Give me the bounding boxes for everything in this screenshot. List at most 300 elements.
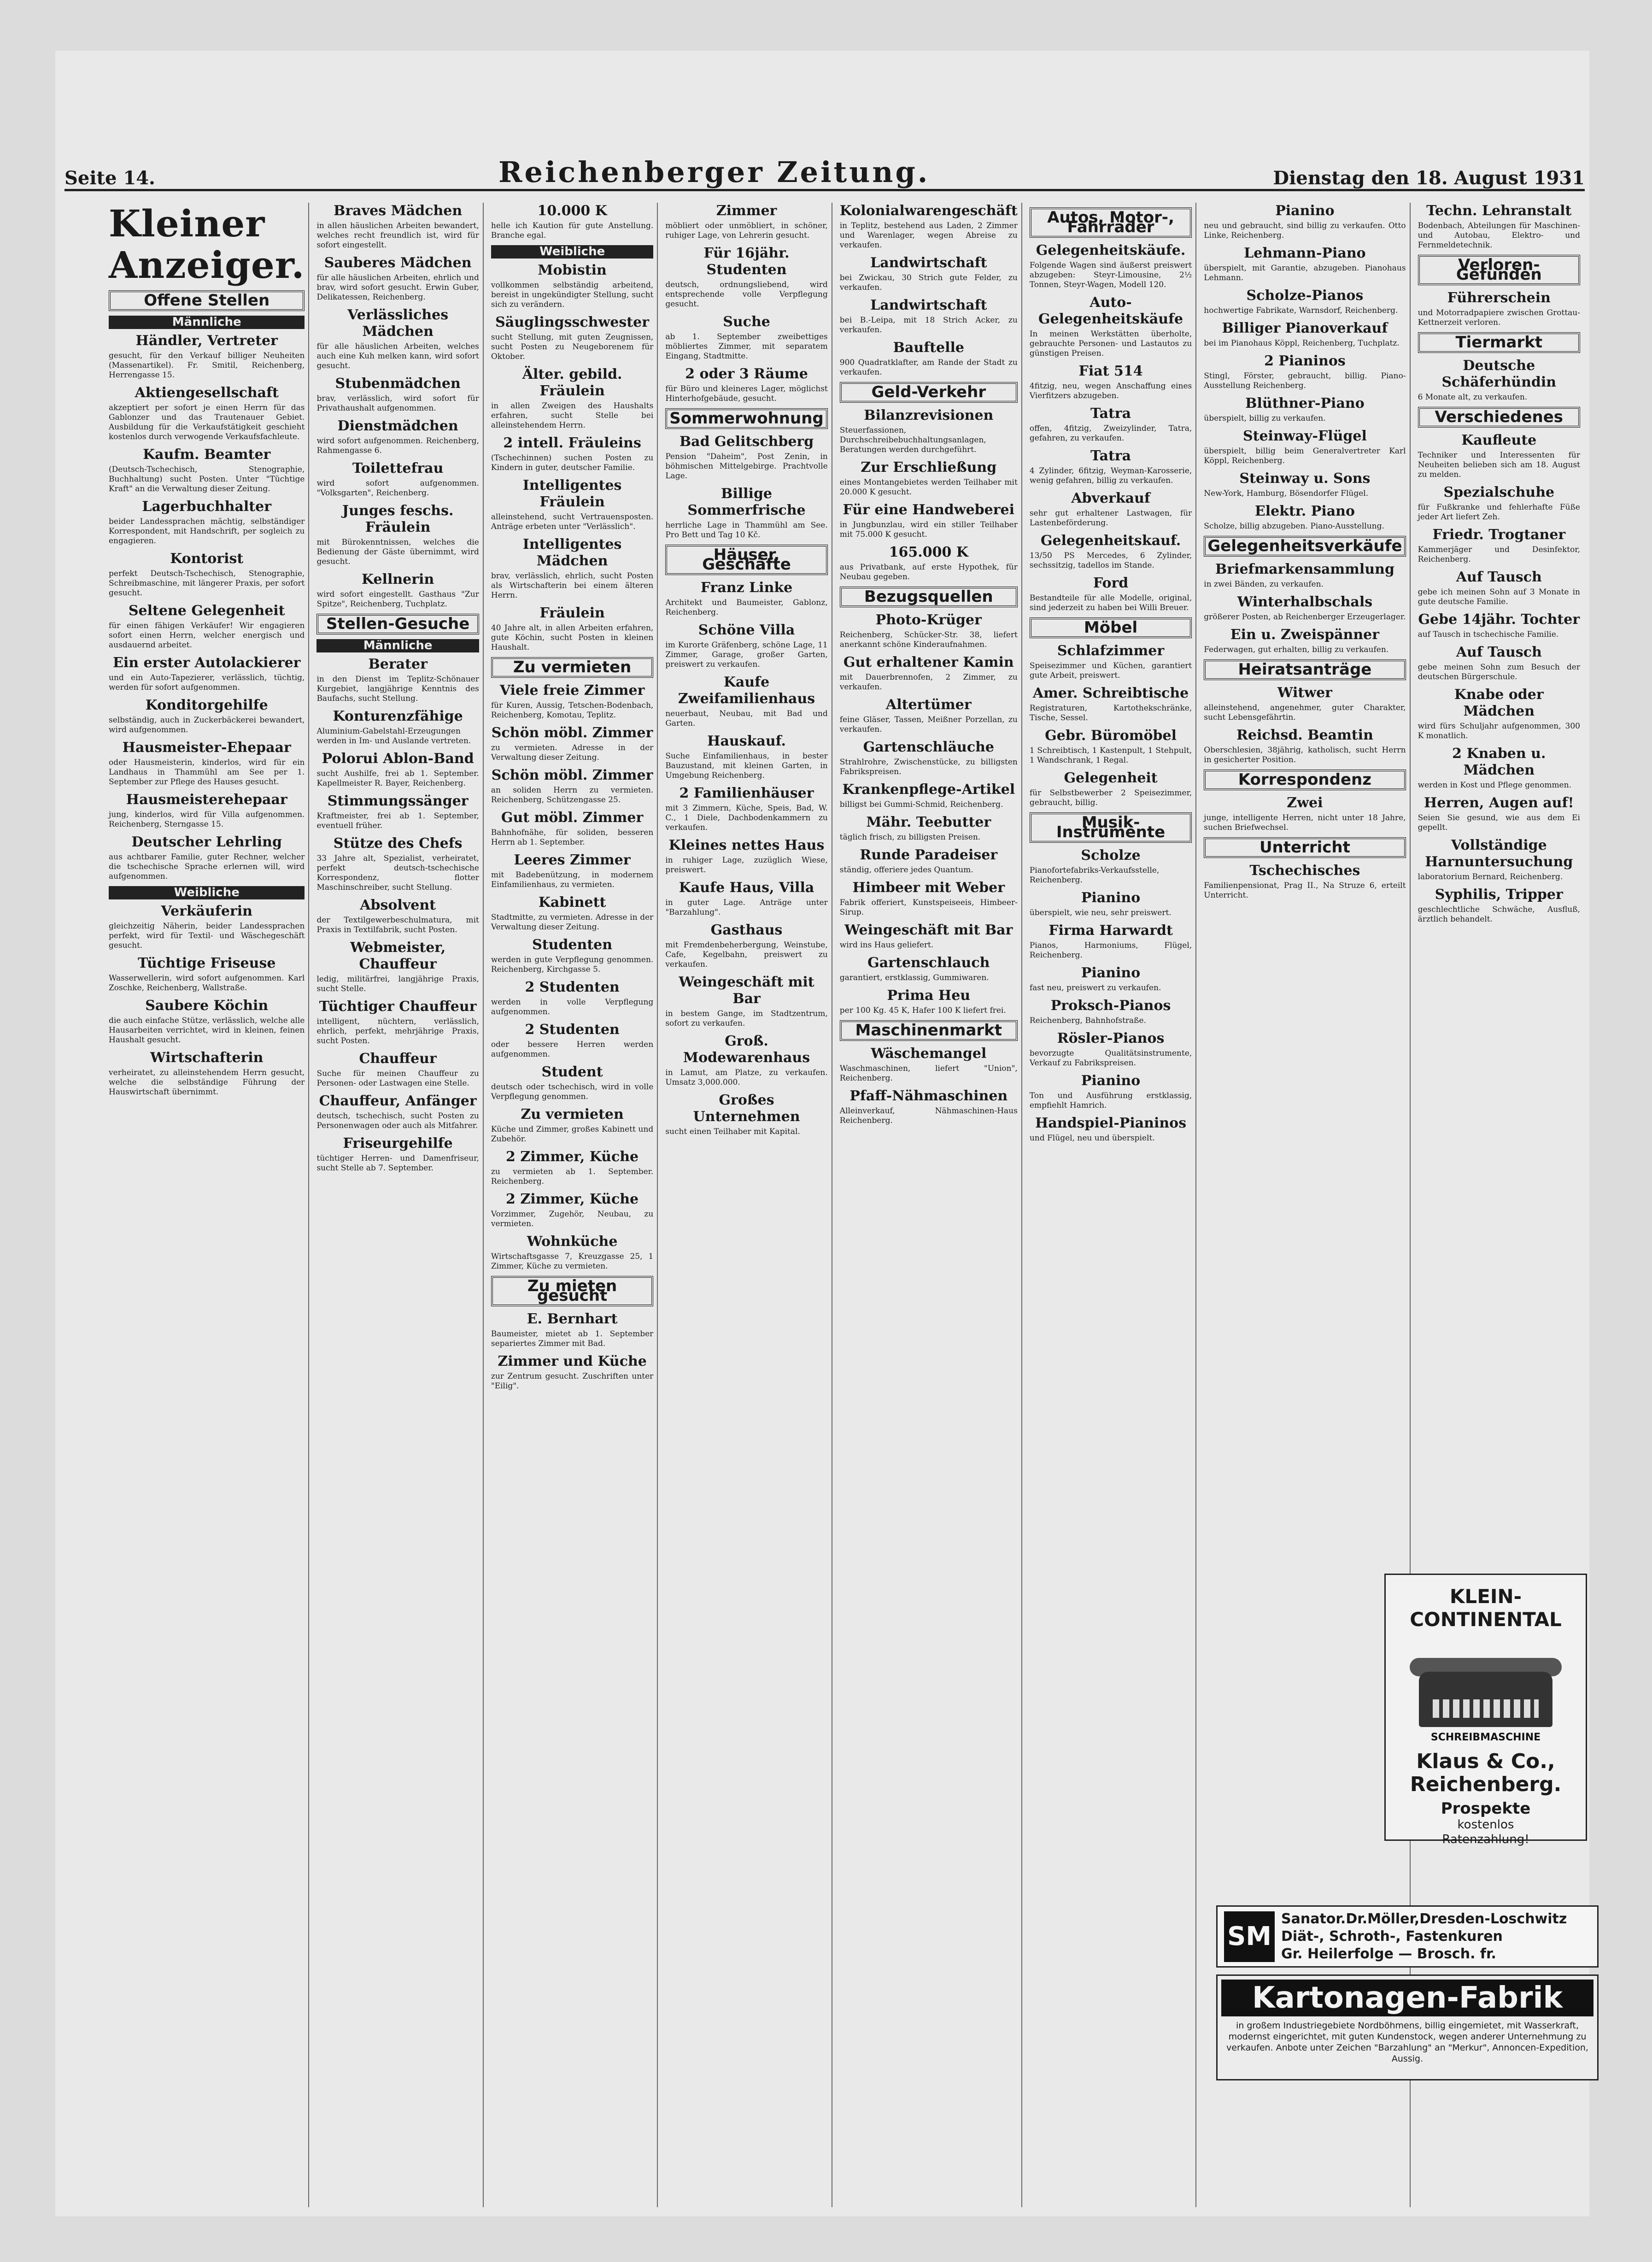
ad-item [316, 1051, 479, 1088]
ad-text: hochwertige Fabrikate, Warnsdorf, Reichenberg. [1204, 306, 1398, 315]
ad-text: Pianofortefabriks-Verkaufsstelle, Reichenberg. [1029, 866, 1160, 885]
category-box: Zu vermieten [491, 657, 653, 678]
ad-title: Techn. Lehranstalt [1426, 203, 1572, 219]
ad-text: bei Zwickau, 30 Strich gute Felder, zu verkaufen. [839, 273, 1018, 292]
ad-item [316, 255, 479, 302]
ad-item [109, 697, 305, 735]
ad-text: Wirtschaftsgasse 7, Kreuzgasse 25, 1 Zimmer, Küche zu vermieten. [491, 1252, 654, 1271]
ad-text: 4fitzig, neu, wegen Anschaffung eines Vierfitzers abzugeben. [1029, 382, 1192, 400]
ad-text: wird sofort aufgenommen. "Volksgarten", Reichenberg. [316, 479, 479, 498]
ad-title: Braves Mädchen [334, 203, 463, 219]
column-3 [487, 203, 658, 2207]
ad-item [109, 903, 305, 951]
ad-title: Sauberes Mädchen [324, 255, 472, 271]
ad-text: in bestem Gange, im Stadtzentrum, sofort zu verkaufen. [665, 1009, 828, 1028]
ad-title: Ford [1093, 575, 1129, 591]
ad-line: Ratenzahlung! [1442, 1833, 1529, 1846]
ad-item [840, 1088, 1018, 1126]
ad-title: Franz Linke [700, 580, 793, 596]
ad-title: Wäschemangel [871, 1046, 987, 1062]
category-box: Zu mieten gesucht [491, 1276, 653, 1306]
ad-item [1418, 644, 1580, 682]
ad-title: Pianino [1081, 1073, 1141, 1089]
ad-item [665, 366, 827, 404]
ad-text: (Deutsch-Tschechisch, Stenographie, Buchhaltung) sucht Posten. Unter "Tüchtige Kraft" an die Verwaltung dieser Zeitung. [109, 465, 305, 494]
ad-text: Alleinverkauf, Nähmaschinen-Haus Reichenberg. [839, 1106, 1018, 1125]
typewriter-advertisement [1384, 1574, 1587, 1846]
ad-item [840, 407, 1018, 455]
ad-text: gesucht, für den Verkauf billiger Neuheiten (Massenartikel). Fr. Smitil, Reichenberg, Herrengasse 15. [109, 351, 305, 380]
ad-title: Bad Gelitschberg [679, 434, 814, 450]
ad-title: Lagerbuchhalter [142, 499, 272, 515]
ad-title: Gartenschläuche [863, 739, 994, 755]
ad-item [109, 1050, 305, 1097]
ad-item [1204, 428, 1406, 466]
ad-item [491, 314, 653, 362]
ad-item [1030, 728, 1192, 765]
ad-list [1418, 432, 1580, 924]
ad-title: Rösler-Pianos [1057, 1030, 1165, 1046]
ad-item [1030, 533, 1192, 570]
ad-title: Herren, Augen auf! [1424, 795, 1574, 811]
ad-item [316, 1093, 479, 1131]
ad-text: Speisezimmer und Küchen, garantiert gute Arbeit, preiswert. [1029, 661, 1192, 680]
ad-title: Steinway u. Sons [1239, 470, 1371, 487]
ad-title: Student [541, 1064, 603, 1080]
ad-title: 2 Knaben u. Mädchen [1452, 746, 1546, 778]
ad-item [1418, 611, 1580, 640]
ad-text: sehr gut erhaltener Lastwagen, für Lastenbeförderung. [1029, 509, 1192, 528]
ad-title: Kaufe Zweifamilienhaus [678, 674, 815, 707]
ad-text: verheiratet, zu alleinstehendem Herrn gesucht, welche die selbständige Führung der Hauswirtschaft übernimmt. [109, 1068, 305, 1097]
ad-text: in ruhiger Lage, zuzüglich Wiese, preiswert. [665, 856, 828, 875]
ad-title: Verkäuferin [161, 903, 252, 919]
ad-text: Küche und Zimmer, großes Kabinett und Zubehör. [491, 1125, 654, 1144]
ad-text: zu vermieten ab 1. September. Reichenberg. [491, 1167, 654, 1186]
ad-text: intelligent, nüchtern, verlässlich, ehrlich, perfekt, mehrjährige Praxis, sucht Posten. [316, 1017, 479, 1046]
ad-text: Ton und Ausführung erstklassig, empfiehlt Hamrich. [1029, 1091, 1192, 1110]
ad-text: mit Dauerbrennofen, 2 Zimmer, zu verkaufen. [839, 673, 1018, 692]
ad-item [840, 544, 1018, 582]
ad-text: sucht einen Teilhaber mit Kapital. [665, 1127, 800, 1136]
ad-title: Pfaff-Nähmaschinen [849, 1088, 1008, 1104]
ad-title: Toilettefrau [352, 460, 444, 476]
ad-item [1418, 795, 1580, 833]
ad-text: in guter Lage. Anträge unter "Barzahlung". [665, 898, 828, 917]
ad-text: gleichzeitig Näherin, beider Landessprachen perfekt, wird für Textil- und Wäschegeschäft gesucht. [109, 922, 305, 950]
ad-title: 2 Familienhäuser [679, 785, 814, 801]
sanatorium-note: Gr. Heilerfolge — Brosch. fr. [1281, 1945, 1496, 1962]
ad-text: Baumeister, mietet ab 1. September separiertes Zimmer mit Bad. [491, 1329, 654, 1348]
ad-text: möbliert oder unmöbliert, in schöner, ruhiger Lage, von Lehrerin gesucht. [665, 221, 828, 240]
category-box: Häuser, Geschäfte [665, 545, 827, 575]
ad-title: Kleines nettes Haus [668, 837, 825, 853]
ad-title: Landwirtschaft [870, 255, 987, 271]
ad-title: Fiat 514 [1078, 363, 1143, 379]
ad-text: alleinstehend, angenehmer, guter Charakter, sucht Lebensgefährtin. [1204, 703, 1406, 722]
ad-title: Billiger Pianoverkauf [1222, 320, 1388, 336]
ad-item [316, 940, 479, 994]
ad-text: Registraturen, Kartothekschränke, Tische, Sessel. [1029, 704, 1192, 723]
ad-item [1204, 627, 1406, 655]
column-6 [1026, 203, 1196, 2207]
ad-text: Kraftmeister, frei ab 1. September, eventuell früher. [316, 811, 479, 830]
ad-item [491, 203, 653, 241]
ad-text: fast neu, preiswert zu verkaufen. [1029, 983, 1161, 993]
ad-item [491, 262, 653, 310]
ad-item [840, 654, 1018, 692]
ad-title: Zur Erschließung [861, 459, 997, 476]
ad-text: Pension "Daheim", Post Zenin, in böhmischen Mittelgebirge. Prachtvolle Lage. [665, 452, 828, 481]
ad-text: überspielt, wie neu, sehr preiswert. [1029, 908, 1172, 917]
ad-item [491, 894, 653, 932]
ad-item [1030, 643, 1192, 681]
ad-title: Bilanzrevisionen [864, 407, 994, 423]
ad-list [665, 580, 827, 1137]
ad-title: 2 Zimmer, Küche [506, 1191, 639, 1207]
ad-list [1418, 358, 1580, 402]
ad-title: Vollständige Harnuntersuchung [1425, 837, 1573, 870]
ad-title: Prima Heu [887, 987, 971, 1004]
ad-item [491, 477, 653, 532]
kartonagen-advertisement [1216, 1974, 1599, 2080]
ad-item [491, 1064, 653, 1102]
ad-title: 165.000 K [889, 544, 968, 560]
ad-item [109, 655, 305, 693]
ad-title: 2 oder 3 Räume [685, 366, 808, 382]
ad-title: Schön möbl. Zimmer [491, 725, 653, 741]
ad-title: Spezialschuhe [1443, 484, 1555, 500]
page-header [64, 157, 1585, 191]
ad-title: Groß. Modewarenhaus [683, 1033, 810, 1066]
ad-title: Deutscher Lehrling [131, 834, 282, 850]
ad-item [491, 937, 653, 975]
ad-text: Scholze, billig abzugeben. Piano-Ausstellung. [1204, 522, 1384, 531]
ad-item [1204, 470, 1406, 499]
category-box: Stellen-Gesuche [316, 614, 479, 635]
ad-item [1204, 203, 1406, 241]
ad-title: Photo-Krüger [875, 612, 982, 628]
ad-text: oder Hausmeisterin, kinderlos, wird für ein Landhaus in Thammühl am See per 1. September zur Pflege des Hauses gesucht. [109, 758, 305, 787]
ad-text: Architekt und Baumeister, Gablonz, Reichenberg. [665, 598, 828, 617]
ad-title: Konturenzfähige [333, 708, 463, 724]
ad-title: Mähr. Teebutter [866, 814, 991, 830]
ad-item [665, 434, 827, 481]
ad-title: Pianino [1081, 890, 1141, 906]
ad-text: Wasserwellerin, wird sofort aufgenommen. Karl Zoschke, Reichenberg, Wallstraße. [109, 974, 305, 993]
ad-title: Gebr. Büromöbel [1045, 728, 1177, 744]
ad-text: Reichenberg, Schücker-Str. 38, liefert anerkannt schöne Kinderaufnahmen. [839, 630, 1018, 649]
ad-item [1030, 363, 1192, 401]
ad-item [1030, 1115, 1192, 1143]
ad-item [1418, 887, 1580, 924]
ad-title: Verlässliches Mädchen [347, 307, 449, 340]
ad-title: Briefmarkensammlung [1215, 561, 1394, 577]
ad-text: mit Fremdenbeherbergung, Weinstube, Cafe, Kegelbahn, preiswert zu verkaufen. [665, 940, 828, 969]
ad-item [109, 792, 305, 829]
ad-item [1418, 203, 1580, 250]
ad-title: 10.000 K [537, 203, 607, 219]
ad-item [109, 603, 305, 650]
ad-text: größerer Posten, ab Reichenberger Erzeugerlager. [1204, 612, 1406, 622]
ad-list [491, 262, 653, 652]
ad-title: Kabinett [538, 894, 606, 911]
ad-text: überspielt, billig zu verkaufen. [1204, 414, 1326, 423]
ad-text: an soliden Herrn zu vermieten. Reichenberg, Schützengasse 25. [491, 786, 654, 805]
ad-title: Lehmann-Piano [1244, 245, 1366, 261]
ad-title: Kaufe Haus, Villa [679, 880, 814, 896]
ad-text: Fabrik offeriert, Kunstspeiseeis, Himbeer-Sirup. [839, 898, 1018, 917]
ad-text: selbständig, auch in Zuckerbäckerei bewandert, wird aufgenommen. [109, 716, 305, 734]
ad-text: Vorzimmer, Zugehör, Neubau, zu vermieten. [491, 1210, 654, 1228]
ad-text: mit Badebenützung, in modernem Einfamilienhaus, zu vermieten. [491, 870, 654, 889]
category-box: Heiratsanträge [1204, 659, 1406, 680]
ad-title: Steinway-Flügel [1242, 428, 1367, 444]
ad-text: Waschmaschinen, liefert "Union", Reichenberg. [839, 1064, 1018, 1083]
ad-text: in allen häuslichen Arbeiten bewandert, welches recht freundlich ist, wird für sofort eingestellt. [316, 221, 479, 250]
ad-item [1030, 847, 1192, 885]
ad-title: Amer. Schreibtische [1032, 685, 1189, 701]
ad-list [1030, 242, 1192, 613]
ad-item [840, 987, 1018, 1016]
kartonagen-title: Kartonagen-Fabrik [1221, 1980, 1593, 2016]
ad-item [316, 999, 479, 1046]
ad-title: Kolonialwarengeschäft [839, 203, 1018, 219]
ad-item [1030, 448, 1192, 486]
ad-title: Friedr. Trogtaner [1432, 527, 1566, 543]
ad-title: Älter. gebild. Fräulein [522, 366, 622, 399]
ad-text: Stadtmitte, zu vermieten. Adresse in der Verwaltung dieser Zeitung. [491, 913, 654, 932]
category-box: Möbel [1030, 617, 1192, 638]
ad-text: in allen Zweigen des Haushalts erfahren, sucht Stelle bei alleinstehendem Herrn. [491, 401, 654, 430]
ad-title: 2 Studenten [525, 1022, 620, 1038]
ad-title: Kellnerin [362, 571, 434, 588]
ad-text: gebe meinen Sohn zum Besuch der deutschen Bürgerschule. [1418, 663, 1580, 682]
ad-text: vollkommen selbständig arbeitend, bereist in ungekündigter Stellung, sucht sich zu verändern. [491, 281, 654, 309]
ad-text: 13/50 PS Mercedes, 6 Zylinder, sechssitzig, tadellos im Stande. [1029, 551, 1192, 570]
ad-title: Syphilis, Tripper [1435, 887, 1563, 903]
ad-list [109, 903, 305, 1097]
ad-item [1204, 863, 1406, 900]
ad-list [840, 407, 1018, 582]
ad-text: garantiert, erstklassig, Gummiwaren. [839, 973, 989, 982]
ad-item [665, 837, 827, 875]
ad-item [316, 571, 479, 609]
column-2 [313, 203, 483, 2207]
ad-text: brav, verlässlich, wird sofort für Privathaushalt aufgenommen. [316, 394, 479, 413]
ad-title: Suche [723, 314, 770, 330]
ad-item [316, 203, 479, 250]
ad-title: Zwei [1287, 795, 1323, 811]
ad-text: in Lamut, am Platze, zu verkaufen. Umsatz 3,000.000. [665, 1068, 828, 1087]
ad-title: Krankenpflege-Artikel [842, 781, 1015, 798]
ad-title: Schön möbl. Zimmer [491, 767, 653, 783]
ad-title: Großes Unternehmen [693, 1092, 800, 1125]
ad-text: in Teplitz, bestehend aus Laden, 2 Zimmer und Warenlager, wegen Abreise zu verkaufen. [839, 221, 1018, 250]
ad-title: Tschechisches [1249, 863, 1360, 879]
ad-title: 2 intell. Fräuleins [503, 435, 641, 451]
kartonagen-text: in großem Industriegebiete Nordböhmens, billig eingemietet, mit Wasserkraft, modernst eingerichtet, mit guten Kundenstock, wegen anderer Unternehmung zu verkaufen. Anbote unter Zeichen "Barzahlung" an "Merkur", Annoncen-Expedition, Aussig. [1226, 2021, 1588, 2064]
subcategory-bar: Weibliche [491, 245, 653, 259]
ad-text: 33 Jahre alt, Spezialist, verheiratet, perfekt deutsch-tschechische Korrespondenz, flotter Maschinschreiber, sucht Stellung. [316, 854, 479, 892]
ad-title: Dienstmädchen [337, 418, 458, 434]
ad-title: Handspiel-Pianinos [1035, 1115, 1187, 1131]
ad-title: Viele freie Zimmer [499, 682, 645, 699]
ad-text: deutsch, tschechisch, sucht Posten zu Personenwagen oder auch als Mitfahrer. [316, 1111, 479, 1130]
ad-item [491, 810, 653, 847]
ad-text: alleinstehend, sucht Vertrauensposten. Anträge erbeten unter "Verlässlich". [491, 512, 654, 531]
ad-title: Gelegenheitskauf. [1040, 533, 1181, 549]
ad-text: sucht Aushilfe, frei ab 1. September. Kapellmeister R. Bayer, Reichenberg. [316, 769, 479, 788]
ad-text: neuerbaut, Neubau, mit Bad und Garten. [665, 709, 828, 728]
category-box: Sommerwohnung [665, 408, 827, 429]
ad-title: Zu vermieten [521, 1106, 624, 1122]
ad-title: Tüchtige Friseuse [138, 955, 276, 971]
ad-text: und ein Auto-Tapezierer, verlässlich, tüchtig, werden für sofort aufgenommen. [109, 673, 305, 692]
ad-text: werden in Kost und Pflege genommen. [1418, 781, 1571, 790]
ad-title: Blüthner-Piano [1245, 395, 1365, 411]
ad-title: Gut möbl. Zimmer [501, 810, 644, 826]
ad-text: ständig, offeriere jedes Quantum. [839, 865, 973, 875]
ad-text: überspielt, billig beim Generalvertreter Karl Köppl, Reichenberg. [1204, 447, 1406, 465]
ad-text: zu vermieten. Adresse in der Verwaltung dieser Zeitung. [491, 743, 654, 762]
ad-text: im Kurorte Gräfenberg, schöne Lage, 11 Zimmer, Garage, großer Garten, preiswert zu verkaufen. [665, 640, 828, 669]
column-1 [105, 203, 309, 2207]
ad-item [109, 499, 305, 546]
ad-list [1418, 203, 1580, 250]
page-date: Dienstag den 18. August 1931 [1273, 167, 1585, 189]
ad-text: für Fußkranke und fehlerhafte Füße jeder Art liefert Zeh. [1418, 503, 1580, 522]
ad-title: Tüchtiger Chauffeur [319, 999, 477, 1015]
ad-item [1030, 770, 1192, 808]
ad-title: Säuglingsschwester [495, 314, 650, 330]
ad-item [316, 503, 479, 567]
typewriter-illustration [1410, 1639, 1562, 1743]
ad-title: Händler, Vertreter [135, 333, 278, 349]
ad-item [316, 307, 479, 371]
ad-item [109, 447, 305, 494]
ad-title: Elektr. Piano [1254, 503, 1355, 519]
ad-item [840, 814, 1018, 842]
ad-item [491, 1353, 653, 1391]
ad-item [840, 955, 1018, 983]
ad-list [1204, 685, 1406, 765]
ad-title: Auto-Gelegenheitskäufe [1038, 294, 1183, 327]
ad-item [491, 435, 653, 473]
ad-text: eines Montangebietes werden Teilhaber mit 20.000 K gesucht. [839, 478, 1018, 497]
ad-text: wird sofort aufgenommen. Reichenberg, Rahmengasse 6. [316, 436, 479, 455]
ad-text: neu und gebraucht, sind billig zu verkaufen. Otto Linke, Reichenberg. [1204, 221, 1406, 240]
ad-item [1030, 998, 1192, 1026]
ad-item [840, 1046, 1018, 1083]
ad-title: Gasthaus [710, 922, 783, 938]
ad-title: Zimmer [716, 203, 777, 219]
category-box: Musik-Instrumente [1030, 812, 1192, 843]
ad-title: Wohnküche [527, 1234, 618, 1250]
ad-item [665, 922, 827, 969]
ad-text: werden in volle Verpflegung aufgenommen. [491, 998, 654, 1016]
ad-title: Gelegenheit [1064, 770, 1158, 786]
ad-text: täglich frisch, zu billigsten Preisen. [839, 833, 981, 842]
ad-text: 6 Monate alt, zu verkaufen. [1418, 393, 1528, 402]
ad-line: kostenlos [1457, 1818, 1514, 1832]
ad-item [1418, 432, 1580, 480]
ad-title: 2 Zimmer, Küche [506, 1149, 639, 1165]
ad-title: Firma Harwardt [1049, 922, 1173, 939]
ad-item [1418, 569, 1580, 607]
ad-item [109, 385, 305, 442]
ad-item [1204, 245, 1406, 283]
ad-title: Gartenschlauch [867, 955, 990, 971]
subcategory-bar: Männliche [316, 639, 479, 652]
ad-text: überspielt, mit Garantie, abzugeben. Pianohaus Lehmann. [1204, 264, 1406, 282]
ad-title: Landwirtschaft [870, 297, 987, 313]
ad-list [1204, 795, 1406, 833]
ad-text: deutsch oder tschechisch, wird in volle Verpflegung genommen. [491, 1082, 654, 1101]
ad-text: der Textilgewerbeschulmatura, mit Praxis in Textilfabrik, sucht Posten. [316, 916, 479, 934]
ad-item [840, 922, 1018, 950]
ad-title: E. Bernhart [527, 1311, 618, 1327]
ad-title: Friseurgehilfe [343, 1135, 453, 1152]
ad-item [491, 767, 653, 805]
ad-title: Chauffeur [359, 1051, 437, 1067]
ad-title: Für 16jähr. Studenten [703, 245, 790, 278]
ad-item [1030, 575, 1192, 613]
ad-item [1418, 484, 1580, 522]
ad-item [316, 897, 479, 935]
ad-text: bei B.-Leipa, mit 18 Strich Acker, zu verkaufen. [839, 316, 1018, 335]
ad-title: Berater [368, 656, 428, 672]
ad-text: auf Tausch in tschechische Familie. [1418, 630, 1559, 639]
ad-text: für alle häuslichen Arbeiten, welches auch eine Kuh melken kann, wird sofort gesucht. [316, 342, 479, 370]
ad-list [316, 656, 479, 1173]
ad-text: gebe ich meinen Sohn auf 3 Monate in gute deutsche Familie. [1418, 588, 1580, 606]
sanatorium-services: Diät-, Schroth-, Fastenkuren [1281, 1928, 1503, 1945]
ad-list [1030, 847, 1192, 1143]
ad-item [1418, 687, 1580, 741]
ad-text: Oberschlesien, 38jährig, katholisch, sucht Herrn in gesicherter Position. [1204, 746, 1406, 764]
ad-text: mit Bürokenntnissen, welches die Bedienung der Gäste übernimmt, wird gesucht. [316, 538, 479, 566]
ad-text: aus achtbarer Familie, guter Rechner, welcher die tschechische Sprache erlernen will, wird aufgenommen. [109, 852, 305, 881]
ad-title: Schlafzimmer [1057, 643, 1165, 659]
ad-title: Intelligentes Mädchen [522, 536, 622, 569]
ad-text: für Selbstbewerber 2 Speisezimmer, gebraucht, billig. [1029, 788, 1192, 807]
ad-text: Kammerjäger und Desinfektor, Reichenberg. [1418, 545, 1580, 564]
ad-item [665, 580, 827, 617]
ad-text: herrliche Lage in Thammühl am See. Pro Bett und Tag 10 Kč. [665, 521, 828, 540]
column-4 [662, 203, 832, 2207]
ad-item [840, 255, 1018, 293]
ad-item [316, 376, 479, 413]
ad-item [665, 245, 827, 309]
ad-title: Winterhalbschals [1237, 594, 1373, 610]
category-box: Offene Stellen [109, 290, 305, 311]
ad-item [316, 656, 479, 704]
ad-list [665, 203, 827, 404]
ad-title: Für eine Handweberei [843, 502, 1015, 518]
ad-item [1204, 353, 1406, 391]
ad-title: Junges feschs. Fräulein [342, 503, 454, 535]
newspaper-title: Reichenberger Zeitung. [498, 155, 930, 189]
ad-brand: KLEIN-CONTINENTAL [1410, 1585, 1562, 1631]
ad-list [1030, 643, 1192, 808]
ad-text: In meinen Werkstätten überholte, gebrauchte Personen- und Lastautos zu günstigen Preisen. [1029, 329, 1192, 358]
ad-text: 40 Jahre alt, in allen Arbeiten erfahren, gute Köchin, sucht Posten in kleinen Haushalt. [491, 623, 654, 652]
ad-title: Hausmeisterehepaar [126, 792, 287, 808]
ad-item [316, 835, 479, 893]
ad-text: und Motorradpapiere zwischen Grottau-Kettnerzeit verloren. [1418, 308, 1580, 327]
ad-item [840, 847, 1018, 875]
